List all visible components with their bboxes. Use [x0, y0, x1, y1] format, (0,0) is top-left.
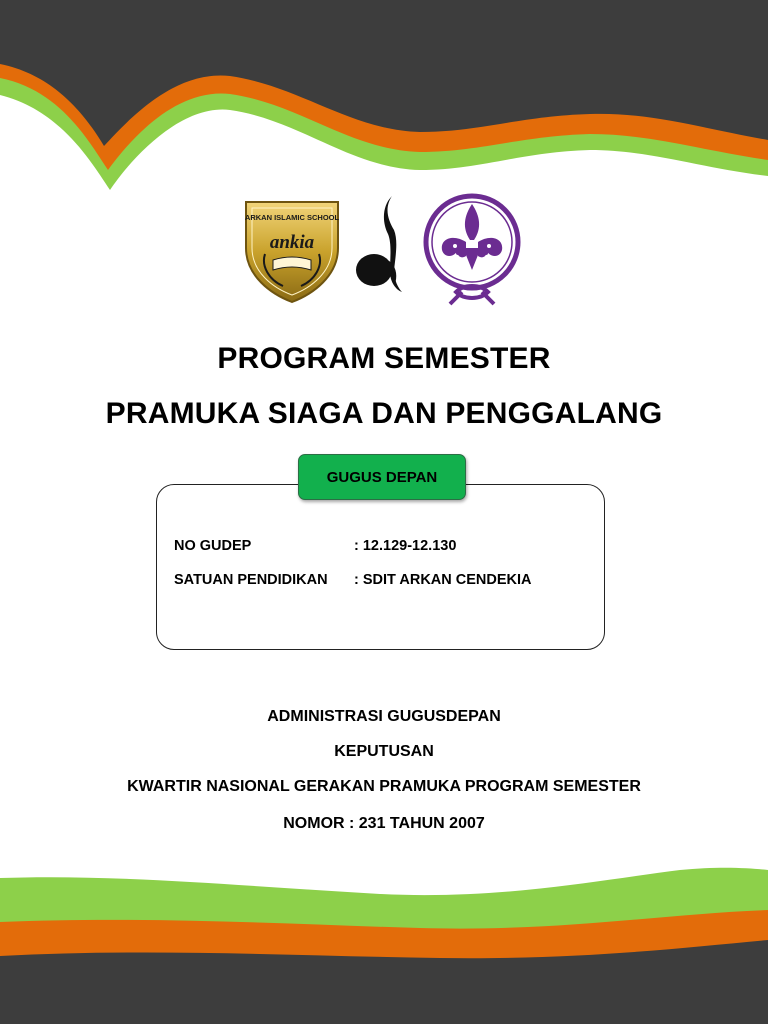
- gugus-info-box: [156, 484, 605, 650]
- logo-row: [0, 188, 768, 318]
- footer-keputusan: KEPUTUSAN: [334, 743, 434, 760]
- arkan-school-shield-logo: [243, 198, 341, 304]
- bottom-wave-decoration: [0, 860, 768, 1024]
- gugus-depan-tab: GUGUS DEPAN: [298, 454, 466, 500]
- school-mark-text: ankia: [269, 232, 315, 253]
- scout-fleur-de-lis-emblem: [420, 192, 524, 310]
- info-value: : SDIT ARKAN CENDEKIA: [354, 572, 532, 588]
- info-label: NO GUDEP: [174, 538, 252, 554]
- footer-nomor: NOMOR : 231 TAHUN 2007: [283, 815, 485, 832]
- info-label: SATUAN PENDIDIKAN: [174, 572, 328, 588]
- title-pramuka: PRAMUKA SIAGA DAN PENGGALANG: [105, 397, 663, 430]
- school-name-text: ARKAN ISLAMIC SCHOOL: [244, 213, 340, 222]
- tunas-kelapa-icon: [352, 192, 408, 298]
- top-wave-decoration: [0, 0, 768, 205]
- title-program-semester: PROGRAM SEMESTER: [217, 342, 551, 375]
- info-value: : 12.129-12.130: [354, 538, 457, 554]
- footer-kwartir: KWARTIR NASIONAL GERAKAN PRAMUKA PROGRAM SEMESTER: [127, 778, 641, 795]
- footer-administrasi: ADMINISTRASI GUGUSDEPAN: [267, 708, 501, 725]
